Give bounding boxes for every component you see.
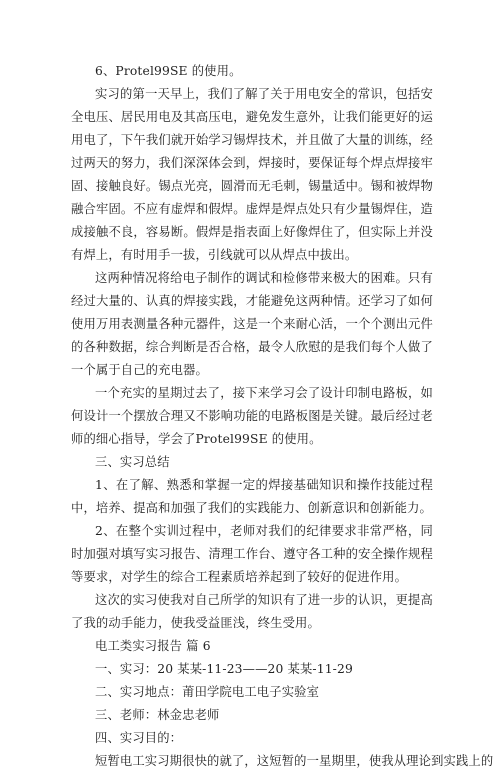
paragraph-protel-heading: 6、Protel99SE 的使用。 — [95, 64, 242, 78]
report-location: 二、实习地点：莆田学院电工电子实验室 — [95, 685, 320, 699]
summary-item-1: 1、在了解、熟悉和掌握一定的焊接基础知识和操作技能过程中，培养、提高和加强了我们的实践能力、创新意识和创新能力。 — [71, 478, 433, 515]
report-title-6: 电工类实习报告 篇 6 — [95, 639, 211, 653]
paragraph-conclusion: 这次的实习使我对自己所学的知识有了进一步的认识，更提高了我的动手能力，使我受益匪浅，终生受用。 — [71, 593, 433, 630]
report-purpose-heading: 四、实习目的： — [95, 731, 183, 745]
section-heading-summary: 三、实习总结 — [95, 455, 170, 469]
paragraph-purpose-start: 短暂电工实习期很快的就了，这短暂的一星期里，使我从理论到实践上的 — [95, 754, 494, 768]
paragraph-circuit-board: 一个充实的星期过去了，接下来学习会了设计印制电路板，如何设计一个摆放合理又不影响功能的电路板图是关键。最后经过老师的细心指导，学会了Protel99SE 的使用。 — [71, 386, 433, 446]
paragraph-multimeter: 这两种情况将给电子制作的调试和检修带来极大的困难。只有经过大量的、认真的焊接实践，才能避免这两种情。还学习了如何使用万用表测量各种元器件，这是一个来耐心活，一个个测出元件的各种数据，综合判断是否合格，最令人欣慰的是我们每个人做了一个属于自己的充电器。 — [71, 271, 433, 377]
document-body — [71, 60, 494, 773]
report-dates: 一、实习：20 某某-11-23——20 某某-11-29 — [95, 662, 353, 676]
report-teacher: 三、老师：林金忠老师 — [95, 708, 220, 722]
summary-item-2: 2、在整个实训过程中，老师对我们的纪律要求非常严格，同时加强对填写实习报告、清理工作台、遵守各工种的安全操作规程等要求，对学生的综合工程素质培养起到了较好的促进作用。 — [71, 524, 433, 584]
paragraph-welding-practice: 实习的第一天早上，我们了解了关于用电安全的常识，包括安全电压、居民用电及其高压电，避免发生意外，让我们能更好的运用电了，下午我们就开始学习锡焊技术，并且做了大量的训练，经过两天的努力，我们深深体会到，焊接时，要保证每个焊点焊接牢固、接触良好。锡点光亮，圆滑而无毛刺，锡量适中。锡和被焊物融合牢固。不应有虚焊和假焊。虚焊是焊点处只有少量锡焊住，造成接触不良，容易断。假焊是指表面上好像焊住了，但实际上并没有焊上，有时用手一拔，引线就可以从焊点中拔出。 — [71, 87, 433, 262]
